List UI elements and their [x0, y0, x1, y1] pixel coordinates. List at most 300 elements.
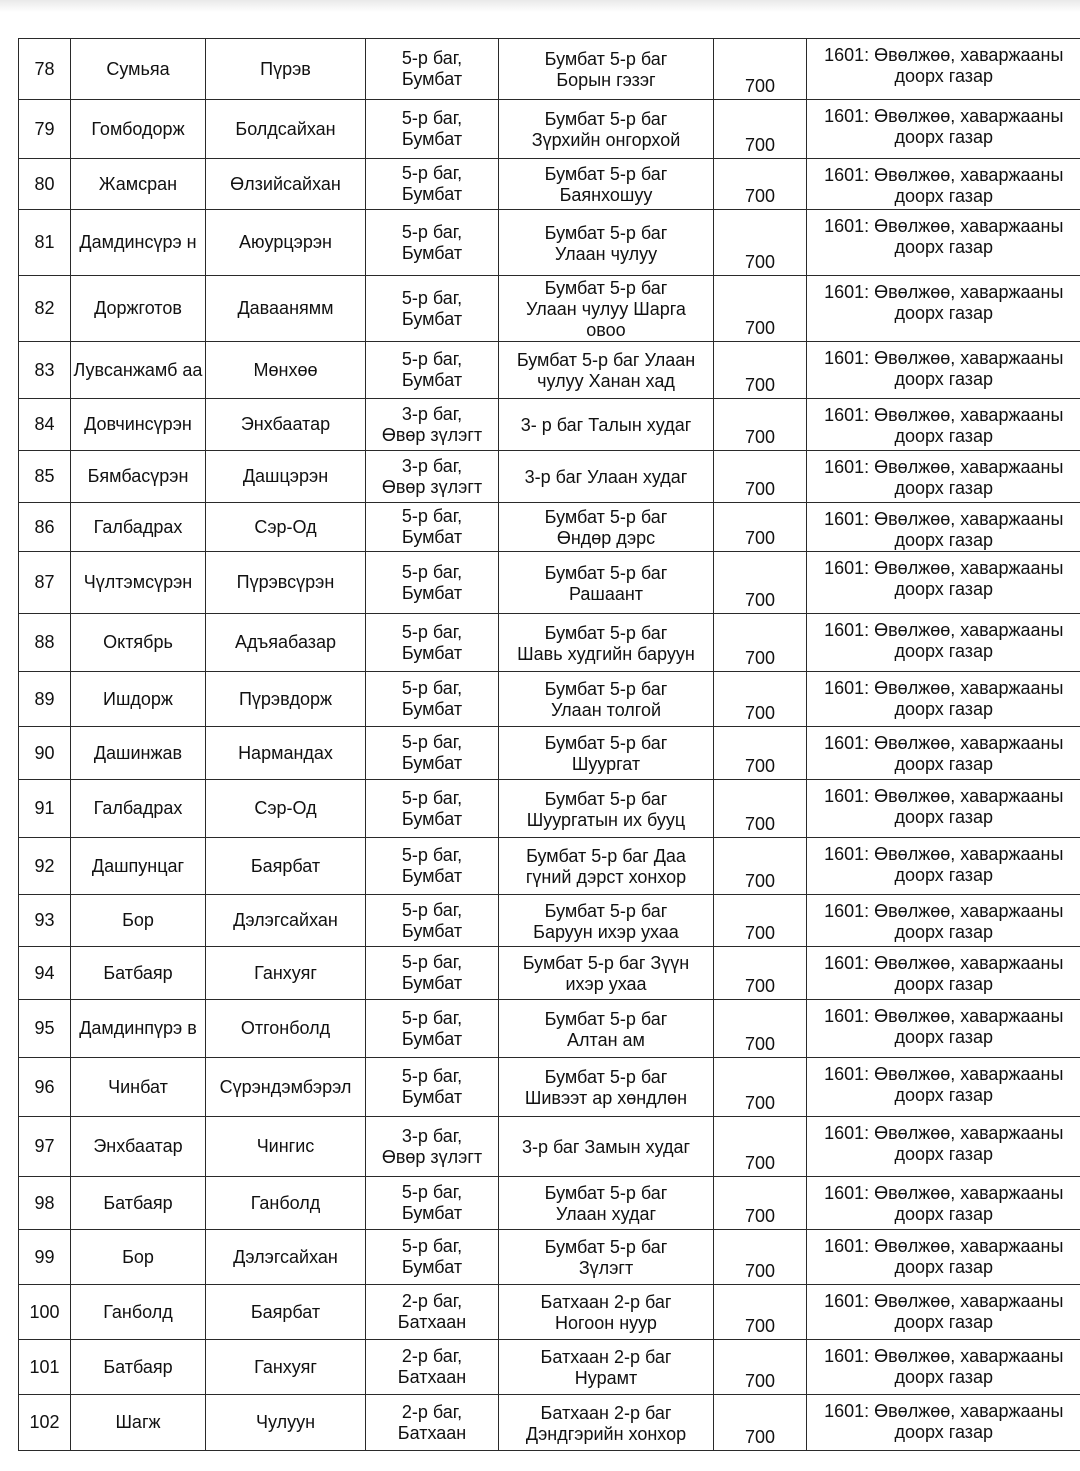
purpose-cell-line: 1601: Өвөлжөө, хаваржааны	[824, 348, 1064, 368]
row-number: 86	[19, 503, 71, 552]
bag-cell	[366, 276, 499, 342]
purpose-cell-line: доорх газар	[894, 127, 994, 147]
bag-cell-line: 2-р баг,	[401, 1291, 463, 1311]
location-cell-line: чулуу Ханан хад	[537, 371, 675, 391]
surname-cell: Бор	[71, 1230, 206, 1285]
bag-cell-line: 5-р баг,	[401, 845, 463, 865]
bag-cell-line: 5-р баг,	[401, 621, 463, 642]
area-cell: 700	[714, 1230, 807, 1285]
location-cell	[499, 552, 714, 614]
row-number: 85	[19, 451, 71, 503]
purpose-cell-line: 1601: Өвөлжөө, хаваржааны	[824, 1183, 1064, 1203]
table-row	[19, 503, 1080, 552]
purpose-cell	[807, 727, 1080, 780]
given-name-cell: Энхбаатар	[206, 399, 366, 451]
bag-cell-line: 5-р баг,	[401, 48, 463, 68]
purpose-cell-line: 1601: Өвөлжөө, хаваржааны	[824, 733, 1064, 753]
purpose-cell-line: доорх газар	[894, 369, 994, 389]
area-cell: 700	[714, 1395, 807, 1451]
purpose-cell-line: доорх газар	[894, 303, 994, 323]
area-cell: 700	[714, 276, 807, 342]
purpose-cell-line: 1601: Өвөлжөө, хаваржааны	[824, 558, 1064, 578]
purpose-cell-line: 1601: Өвөлжөө, хаваржааны	[824, 620, 1064, 640]
surname-cell: Октябрь	[71, 614, 206, 672]
area-cell: 700	[714, 399, 807, 451]
purpose-cell	[807, 1340, 1080, 1395]
purpose-cell-line: 1601: Өвөлжөө, хаваржааны	[824, 953, 1064, 973]
purpose-cell-line: 1601: Өвөлжөө, хаваржааны	[824, 45, 1064, 65]
table-row	[19, 895, 1080, 947]
given-name-cell: Аюурцэрэн	[206, 210, 366, 276]
location-cell-line: Бумбат 5-р баг	[544, 1008, 668, 1029]
location-cell	[499, 895, 714, 947]
location-cell-line: Дэндгэрийн хонхор	[525, 1423, 687, 1444]
location-cell-line: Улаан худаг	[555, 1204, 657, 1224]
table-row	[19, 210, 1080, 276]
bag-cell	[366, 1395, 499, 1451]
purpose-cell-line: 1601: Өвөлжөө, хаваржааны	[824, 1064, 1064, 1084]
surname-cell: Бямбасүрэн	[71, 451, 206, 503]
purpose-cell	[807, 838, 1080, 895]
surname-cell: Ганболд	[71, 1285, 206, 1340]
bag-cell-line: 5-р баг,	[401, 108, 463, 128]
surname-cell: Галбадрах	[71, 780, 206, 838]
purpose-cell-line: 1601: Өвөлжөө, хаваржааны	[824, 1346, 1064, 1366]
purpose-cell-line: 1601: Өвөлжөө, хаваржааны	[824, 678, 1064, 698]
location-cell-line: Бумбат 5-р баг	[544, 1237, 668, 1257]
purpose-cell-line: доорх газар	[894, 186, 994, 206]
purpose-cell-line: доорх газар	[894, 579, 994, 599]
bag-cell-line: 5-р баг,	[401, 952, 463, 972]
area-cell: 700	[714, 838, 807, 895]
bag-cell-line: Бумбат	[401, 370, 463, 390]
bag-cell	[366, 947, 499, 1000]
purpose-cell	[807, 947, 1080, 1000]
location-cell	[499, 614, 714, 672]
location-cell-line: Шуургатын их бууц	[526, 809, 686, 830]
location-cell-line: Шивээт ар хөндлөн	[524, 1088, 688, 1108]
location-cell-line: Нурамт	[574, 1368, 638, 1388]
surname-cell: Бор	[71, 895, 206, 947]
location-cell-line: Бумбат 5-р баг	[544, 733, 668, 753]
purpose-cell-line: доорх газар	[894, 699, 994, 719]
bag-cell-line: 5-р баг,	[401, 1236, 463, 1256]
location-cell	[499, 159, 714, 210]
location-cell-line: Улаан чулуу Шарга	[526, 299, 686, 319]
purpose-cell-line: 1601: Өвөлжөө, хаваржааны	[824, 216, 1064, 236]
area-cell: 700	[714, 210, 807, 276]
location-cell-line: Шуургат	[571, 754, 641, 774]
purpose-cell	[807, 1395, 1080, 1451]
given-name-cell: Өлзийсайхан	[206, 159, 366, 210]
bag-cell	[366, 727, 499, 780]
bag-cell-line: 5-р баг,	[401, 1182, 463, 1202]
bag-cell	[366, 210, 499, 276]
location-cell-line: Бумбат 5-р баг	[544, 507, 668, 527]
surname-cell: Дашинжав	[71, 727, 206, 780]
location-cell	[499, 1395, 714, 1451]
row-number: 90	[19, 727, 71, 780]
bag-cell-line: 5-р баг,	[401, 899, 463, 920]
purpose-cell	[807, 780, 1080, 838]
purpose-cell-line: доорх газар	[894, 974, 994, 994]
surname-cell: Батбаяр	[71, 1177, 206, 1230]
purpose-cell-line: 1601: Өвөлжөө, хаваржааны	[824, 901, 1064, 921]
bag-cell-line: 5-р баг,	[401, 561, 463, 582]
given-name-cell: Баярбат	[206, 838, 366, 895]
purpose-cell-line: 1601: Өвөлжөө, хаваржааны	[824, 509, 1064, 529]
location-cell	[499, 276, 714, 342]
bag-cell	[366, 780, 499, 838]
area-cell: 700	[714, 1285, 807, 1340]
given-name-cell: Болдсайхан	[206, 100, 366, 159]
surname-cell: Доржготов	[71, 276, 206, 342]
location-cell-line: Бумбат 5-р баг	[544, 1067, 668, 1087]
purpose-cell-line: доорх газар	[894, 1085, 994, 1105]
row-number: 102	[19, 1395, 71, 1451]
surname-cell: Жамсран	[71, 159, 206, 210]
bag-cell-line: Бумбат	[401, 582, 463, 603]
given-name-cell: Чулуун	[206, 1395, 366, 1451]
bag-cell-line: 5-р баг,	[401, 1007, 463, 1028]
table-row	[19, 399, 1080, 451]
table-row	[19, 727, 1080, 780]
purpose-cell-line: доорх газар	[894, 807, 994, 827]
bag-cell-line: Бумбат	[401, 69, 463, 89]
surname-cell: Дашпунцаг	[71, 838, 206, 895]
purpose-cell-line: 1601: Өвөлжөө, хаваржааны	[824, 106, 1064, 126]
row-number: 94	[19, 947, 71, 1000]
bag-cell-line: 5-р баг,	[401, 678, 463, 698]
area-cell: 700	[714, 614, 807, 672]
bag-cell-line: Өвөр зүлэгт	[381, 424, 483, 445]
purpose-cell-line: 1601: Өвөлжөө, хаваржааны	[824, 165, 1064, 185]
bag-cell	[366, 552, 499, 614]
purpose-cell-line: 1601: Өвөлжөө, хаваржааны	[824, 786, 1064, 806]
table-row	[19, 672, 1080, 727]
bag-cell	[366, 1230, 499, 1285]
location-cell-line: Баруун ихэр ухаа	[533, 921, 679, 942]
table-row	[19, 1230, 1080, 1285]
purpose-cell	[807, 672, 1080, 727]
given-name-cell: Дэлэгсайхан	[206, 895, 366, 947]
purpose-cell	[807, 39, 1080, 100]
bag-cell-line: 5-р баг,	[401, 163, 463, 183]
row-number: 92	[19, 838, 71, 895]
bag-cell	[366, 614, 499, 672]
given-name-cell: Нармандах	[206, 727, 366, 780]
table-row	[19, 39, 1080, 100]
location-cell-line: 3- р баг Талын худаг	[520, 415, 692, 435]
bag-cell	[366, 1285, 499, 1340]
bag-cell-line: Бумбат	[401, 920, 463, 941]
given-name-cell: Дашцэрэн	[206, 451, 366, 503]
surname-cell: Гомбодорж	[71, 100, 206, 159]
row-number: 98	[19, 1177, 71, 1230]
purpose-cell-line: 1601: Өвөлжөө, хаваржааны	[824, 1291, 1064, 1311]
location-cell-line: Бумбат 5-р баг	[544, 278, 668, 298]
bag-cell-line: Бумбат	[401, 1257, 463, 1277]
location-cell-line: Батхаан 2-р баг	[540, 1402, 672, 1423]
location-cell	[499, 1285, 714, 1340]
area-cell: 700	[714, 39, 807, 100]
purpose-cell-line: 1601: Өвөлжөө, хаваржааны	[824, 457, 1064, 477]
location-cell-line: гүний дэрст хонхор	[525, 867, 687, 887]
purpose-cell-line: доорх газар	[894, 426, 994, 446]
surname-cell: Довчинсүрэн	[71, 399, 206, 451]
land-registry-table	[18, 38, 1080, 1451]
given-name-cell: Ганхуяг	[206, 947, 366, 1000]
location-cell-line: 3-р баг Улаан худаг	[524, 467, 688, 487]
bag-cell-line: 5-р баг,	[401, 787, 463, 808]
bag-cell-line: Бумбат	[401, 129, 463, 149]
location-cell-line: Бумбат 5-р баг	[544, 622, 668, 643]
given-name-cell: Пүрэвдорж	[206, 672, 366, 727]
row-number: 96	[19, 1058, 71, 1117]
purpose-cell	[807, 210, 1080, 276]
bag-cell-line: Өвөр зүлэгт	[381, 476, 483, 497]
given-name-cell: Пүрэвсүрэн	[206, 552, 366, 614]
location-cell-line: Рашаант	[568, 583, 644, 604]
purpose-cell	[807, 1230, 1080, 1285]
purpose-cell	[807, 1000, 1080, 1058]
location-cell-line: 3-р баг Замын худаг	[521, 1137, 691, 1157]
surname-cell: Сумьяа	[71, 39, 206, 100]
row-number: 91	[19, 780, 71, 838]
purpose-cell	[807, 614, 1080, 672]
area-cell: 700	[714, 159, 807, 210]
row-number: 101	[19, 1340, 71, 1395]
bag-cell	[366, 342, 499, 399]
location-cell-line: Бумбат 5-р баг	[544, 900, 668, 921]
surname-cell: Чинбат	[71, 1058, 206, 1117]
bag-cell-line: 3-р баг,	[401, 1125, 463, 1146]
bag-cell-line: Өвөр зүлэгт	[381, 1146, 483, 1167]
bag-cell	[366, 1117, 499, 1177]
given-name-cell: Чингис	[206, 1117, 366, 1177]
bag-cell-line: Бумбат	[401, 308, 463, 329]
purpose-cell-line: доорх газар	[894, 1204, 994, 1224]
given-name-cell: Пүрэв	[206, 39, 366, 100]
table-row	[19, 1285, 1080, 1340]
row-number: 80	[19, 159, 71, 210]
bag-cell-line: Бумбат	[401, 973, 463, 993]
purpose-cell-line: доорх газар	[894, 922, 994, 942]
purpose-cell-line: доорх газар	[894, 478, 994, 498]
purpose-cell	[807, 342, 1080, 399]
location-cell-line: ихэр ухаа	[565, 974, 647, 994]
bag-cell-line: 5-р баг,	[401, 506, 463, 526]
location-cell-line: Батхаан 2-р баг	[540, 1292, 672, 1312]
bag-cell	[366, 1000, 499, 1058]
table-row	[19, 100, 1080, 159]
table-row	[19, 1340, 1080, 1395]
location-cell-line: Бумбат 5-р баг	[544, 164, 668, 184]
bag-cell-line: Бумбат	[401, 753, 463, 773]
area-cell: 700	[714, 1117, 807, 1177]
given-name-cell: Дэлэгсайхан	[206, 1230, 366, 1285]
surname-cell: Дамдинпүрэ в	[71, 1000, 206, 1058]
purpose-cell	[807, 1177, 1080, 1230]
bag-cell-line: Батхаан	[397, 1367, 467, 1387]
purpose-cell-line: доорх газар	[894, 641, 994, 661]
area-cell: 700	[714, 1177, 807, 1230]
surname-cell: Чүлтэмсүрэн	[71, 552, 206, 614]
purpose-cell-line: доорх газар	[894, 1257, 994, 1277]
location-cell-line: Зүлэгт	[578, 1258, 634, 1278]
row-number: 87	[19, 552, 71, 614]
location-cell	[499, 727, 714, 780]
row-number: 89	[19, 672, 71, 727]
purpose-cell	[807, 552, 1080, 614]
bag-cell-line: 2-р баг,	[401, 1401, 463, 1422]
bag-cell-line: Бумбат	[401, 699, 463, 719]
given-name-cell: Сүрэндэмбэрэл	[206, 1058, 366, 1117]
location-cell-line: Батхаан 2-р баг	[540, 1347, 672, 1367]
bag-cell	[366, 451, 499, 503]
bag-cell	[366, 100, 499, 159]
area-cell: 700	[714, 780, 807, 838]
row-number: 95	[19, 1000, 71, 1058]
bag-cell	[366, 672, 499, 727]
location-cell	[499, 100, 714, 159]
given-name-cell: Сэр-Од	[206, 503, 366, 552]
purpose-cell	[807, 276, 1080, 342]
purpose-cell-line: доорх газар	[894, 237, 994, 257]
purpose-cell	[807, 1285, 1080, 1340]
purpose-cell-line: доорх газар	[894, 530, 994, 550]
row-number: 82	[19, 276, 71, 342]
purpose-cell-line: 1601: Өвөлжөө, хаваржааны	[824, 1401, 1064, 1421]
purpose-cell	[807, 100, 1080, 159]
location-cell-line: Ногоон нуур	[555, 1313, 657, 1333]
given-name-cell: Баярбат	[206, 1285, 366, 1340]
bag-cell-line: 5-р баг,	[401, 1066, 463, 1086]
purpose-cell-line: доорх газар	[894, 66, 994, 86]
location-cell-line: Бумбат 5-р баг Зүүн	[522, 953, 690, 973]
purpose-cell-line: 1601: Өвөлжөө, хаваржааны	[824, 1236, 1064, 1256]
table-row	[19, 838, 1080, 895]
location-cell-line: Зүрхийн онгорхой	[531, 130, 681, 150]
table-row	[19, 1000, 1080, 1058]
location-cell-line: Бумбат 5-р баг	[544, 788, 668, 809]
row-number: 81	[19, 210, 71, 276]
bag-cell	[366, 1177, 499, 1230]
location-cell-line: Бумбат 5-р баг	[544, 562, 668, 583]
purpose-cell	[807, 895, 1080, 947]
row-number: 100	[19, 1285, 71, 1340]
location-cell	[499, 672, 714, 727]
bag-cell-line: Батхаан	[397, 1312, 467, 1332]
purpose-cell	[807, 399, 1080, 451]
area-cell: 700	[714, 503, 807, 552]
bag-cell-line: Бумбат	[401, 242, 463, 263]
purpose-cell	[807, 1117, 1080, 1177]
location-cell-line: Бумбат 5-р баг	[544, 679, 668, 699]
purpose-cell-line: доорх газар	[894, 1027, 994, 1047]
bag-cell	[366, 838, 499, 895]
purpose-cell-line: доорх газар	[894, 754, 994, 774]
location-cell	[499, 1177, 714, 1230]
given-name-cell: Мөнхөө	[206, 342, 366, 399]
bag-cell-line: 2-р баг,	[401, 1346, 463, 1366]
area-cell: 700	[714, 947, 807, 1000]
location-cell-line: Борын гэзэг	[556, 70, 656, 90]
purpose-cell-line: 1601: Өвөлжөө, хаваржааны	[824, 1006, 1064, 1026]
location-cell	[499, 342, 714, 399]
table-row	[19, 552, 1080, 614]
surname-cell: Дамдинсүрэ н	[71, 210, 206, 276]
bag-cell	[366, 1058, 499, 1117]
bag-cell	[366, 503, 499, 552]
table-row	[19, 451, 1080, 503]
area-cell: 700	[714, 451, 807, 503]
bag-cell	[366, 399, 499, 451]
location-cell	[499, 1117, 714, 1177]
location-cell-line: Баянхошуу	[559, 185, 653, 205]
area-cell: 700	[714, 552, 807, 614]
purpose-cell-line: доорх газар	[894, 865, 994, 885]
bag-cell-line: Бумбат	[401, 1203, 463, 1223]
bag-cell-line: Бумбат	[401, 866, 463, 886]
location-cell	[499, 1340, 714, 1395]
bag-cell-line: Бумбат	[401, 1087, 463, 1107]
location-cell-line: овоо	[586, 320, 626, 340]
location-cell	[499, 503, 714, 552]
purpose-cell	[807, 503, 1080, 552]
bag-cell-line: 5-р баг,	[401, 732, 463, 752]
area-cell: 700	[714, 672, 807, 727]
surname-cell: Шагж	[71, 1395, 206, 1451]
location-cell	[499, 947, 714, 1000]
location-cell-line: Өндөр дэрс	[556, 528, 656, 548]
area-cell: 700	[714, 1340, 807, 1395]
table-row	[19, 159, 1080, 210]
given-name-cell: Сэр-Од	[206, 780, 366, 838]
location-cell-line: Бумбат 5-р баг Улаан	[516, 350, 696, 370]
area-cell: 700	[714, 100, 807, 159]
bag-cell	[366, 895, 499, 947]
table-row	[19, 276, 1080, 342]
bag-cell-line: 5-р баг,	[401, 287, 463, 308]
purpose-cell-line: доорх газар	[894, 1422, 994, 1442]
table-row	[19, 780, 1080, 838]
purpose-cell	[807, 159, 1080, 210]
row-number: 78	[19, 39, 71, 100]
purpose-cell-line: 1601: Өвөлжөө, хаваржааны	[824, 405, 1064, 425]
table-row	[19, 614, 1080, 672]
area-cell: 700	[714, 1058, 807, 1117]
table-row	[19, 947, 1080, 1000]
location-cell	[499, 399, 714, 451]
location-cell-line: Бумбат 5-р баг	[544, 222, 668, 243]
given-name-cell: Ганболд	[206, 1177, 366, 1230]
row-number: 84	[19, 399, 71, 451]
row-number: 99	[19, 1230, 71, 1285]
location-cell-line: Бумбат 5-р баг	[544, 1183, 668, 1203]
area-cell: 700	[714, 727, 807, 780]
bag-cell-line: Бумбат	[401, 1028, 463, 1049]
bag-cell-line: Бумбат	[401, 642, 463, 663]
bag-cell-line: 5-р баг,	[401, 221, 463, 242]
bag-cell	[366, 1340, 499, 1395]
location-cell-line: Алтан ам	[567, 1029, 645, 1050]
purpose-cell-line: 1601: Өвөлжөө, хаваржааны	[824, 282, 1064, 302]
purpose-cell-line: доорх газар	[894, 1144, 994, 1164]
table-row	[19, 1058, 1080, 1117]
location-cell	[499, 39, 714, 100]
table-row	[19, 342, 1080, 399]
